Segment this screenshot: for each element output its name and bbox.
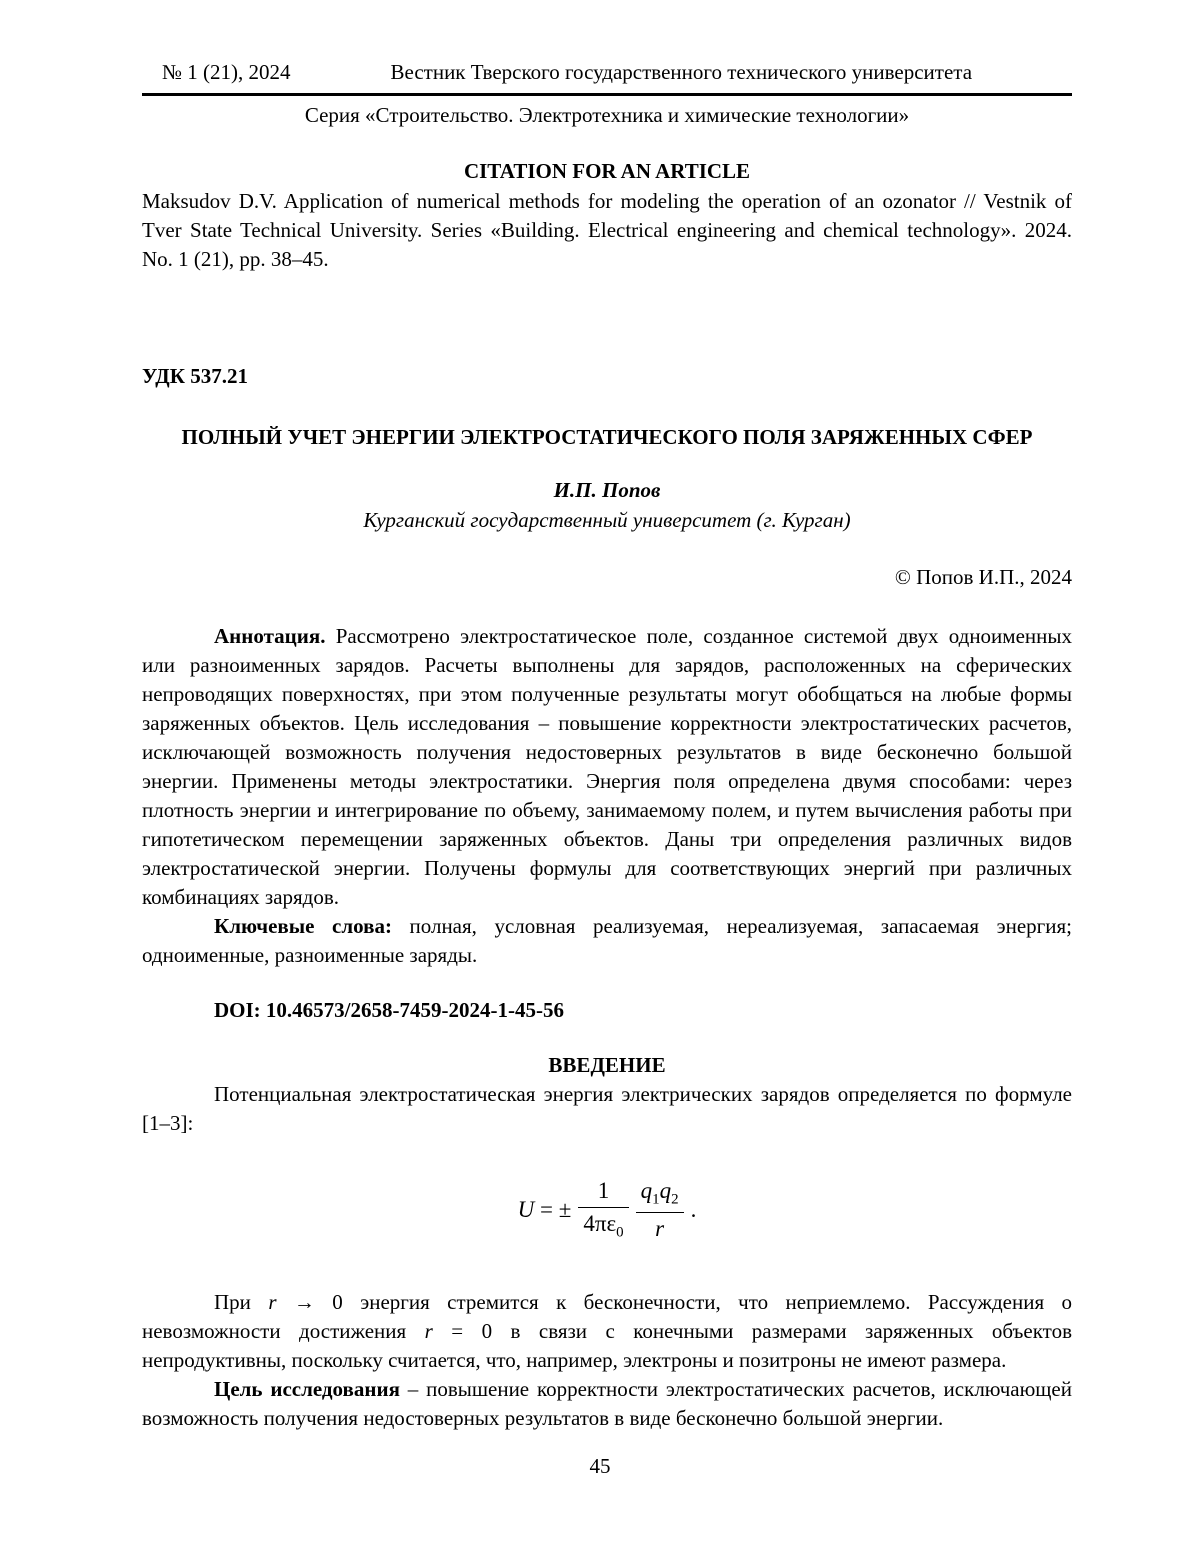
- article-title: ПОЛНЫЙ УЧЕТ ЭНЕРГИИ ЭЛЕКТРОСТАТИЧЕСКОГО ПОЛЯ ЗАРЯЖЕННЫХ СФЕР: [181, 425, 1033, 449]
- abstract-paragraph: [142, 622, 1072, 912]
- journal-header-row: [142, 58, 1072, 96]
- citation-text: Maksudov D.V. Application of numerical methods for modeling the operation of an ozonator // Vestnik of Tver State Technical University. Series «Building. Electrical engineering and chemical technology». 2024. No. 1 (21), pp. 38–45.: [142, 189, 1072, 271]
- keywords-paragraph: [142, 912, 1072, 970]
- journal-header: [142, 58, 1072, 130]
- copyright-notice: © Попов И.П., 2024: [894, 565, 1072, 589]
- formula-period: .: [690, 1196, 697, 1222]
- intro-paragraph-2: [142, 1288, 1072, 1375]
- article-author: И.П. Попов: [553, 478, 661, 502]
- citation-heading: CITATION FOR AN ARTICLE: [463, 159, 751, 183]
- keywords-label: Ключевые слова:: [214, 914, 392, 938]
- intro-p2-seg1: При: [214, 1289, 269, 1314]
- intro-p2-math-r-equals-0: r: [424, 1318, 433, 1343]
- journal-series: Серия «Строительство. Электротехника и химические технологии»: [304, 103, 910, 127]
- journal-title: Вестник Тверского государственного технического университета: [390, 60, 973, 84]
- intro-p2-math-r-to-0: r: [268, 1289, 277, 1314]
- formula-fraction-charges: $\frac{q_1q_2}{r}$: [636, 1178, 684, 1242]
- udc-code: УДК 537.21: [142, 364, 248, 388]
- formula-fraction-coulomb-constant: $\frac{1}{4\pi\varepsilon_0}$: [578, 1178, 628, 1242]
- abstract-label: Аннотация.: [214, 624, 326, 648]
- author-affiliation: Курганский государственный университет (г. Курган): [363, 508, 851, 532]
- formula-potential-energy: [142, 1178, 1072, 1242]
- goal-label: Цель исследования: [214, 1376, 400, 1401]
- doi-line: DOI: 10.46573/2658-7459-2024-1-45-56: [214, 998, 564, 1022]
- abstract-text: Рассмотрено электростатическое поле, созданное системой двух одноименных или разноименных зарядов. Расчеты выполнены для зарядов, расположенных на сферических непроводящих поверхностях, при этом полученные результаты могут обобщаться на любые формы заряженных объектов. Цель исследования – повышение корректности электростатических расчетов, исключающей возможность получения недостоверных результатов в виде бесконечно большой энергии. Применены методы электростатики. Энергия поля определена двумя способами: через плотность энергии и интегрирование по объему, занимаемому полем, и путем вычисления работы при гипотетическом перемещении заряженных объектов. Даны три определения различных видов электростатической энергии. Получены формулы для соответствующих энергий при различных комбинациях зарядов.: [142, 624, 1072, 909]
- page-number: 45: [589, 1454, 611, 1478]
- issue-number: № 1 (21), 2024: [162, 60, 291, 84]
- introduction-heading: ВВЕДЕНИЕ: [548, 1053, 666, 1077]
- intro-p2-seg2: → 0 энергия стремится к бесконечности, что неприемлемо. Рассуждения о невозможности достижения: [142, 1289, 1073, 1343]
- keywords-text: полная, условная реализуемая, нереализуемая, запасаемая энергия; одноименные, разноименные заряды.: [142, 914, 1072, 967]
- intro-paragraph-1: Потенциальная электростатическая энергия электрических зарядов определяется по формуле [1–3]:: [142, 1082, 1072, 1135]
- goal-text: – повышение корректности электростатических расчетов, исключающей возможность получения недостоверных результатов в виде бесконечно большой энергии.: [142, 1376, 1072, 1430]
- formula-lhs: U = ±: [517, 1196, 572, 1222]
- intro-p2-seg3: = 0 в связи с конечными размерами заряженных объектов непродуктивны, поскольку считается, что, например, электроны и позитроны не имеют размера.: [142, 1318, 1072, 1372]
- goal-paragraph: [142, 1375, 1072, 1433]
